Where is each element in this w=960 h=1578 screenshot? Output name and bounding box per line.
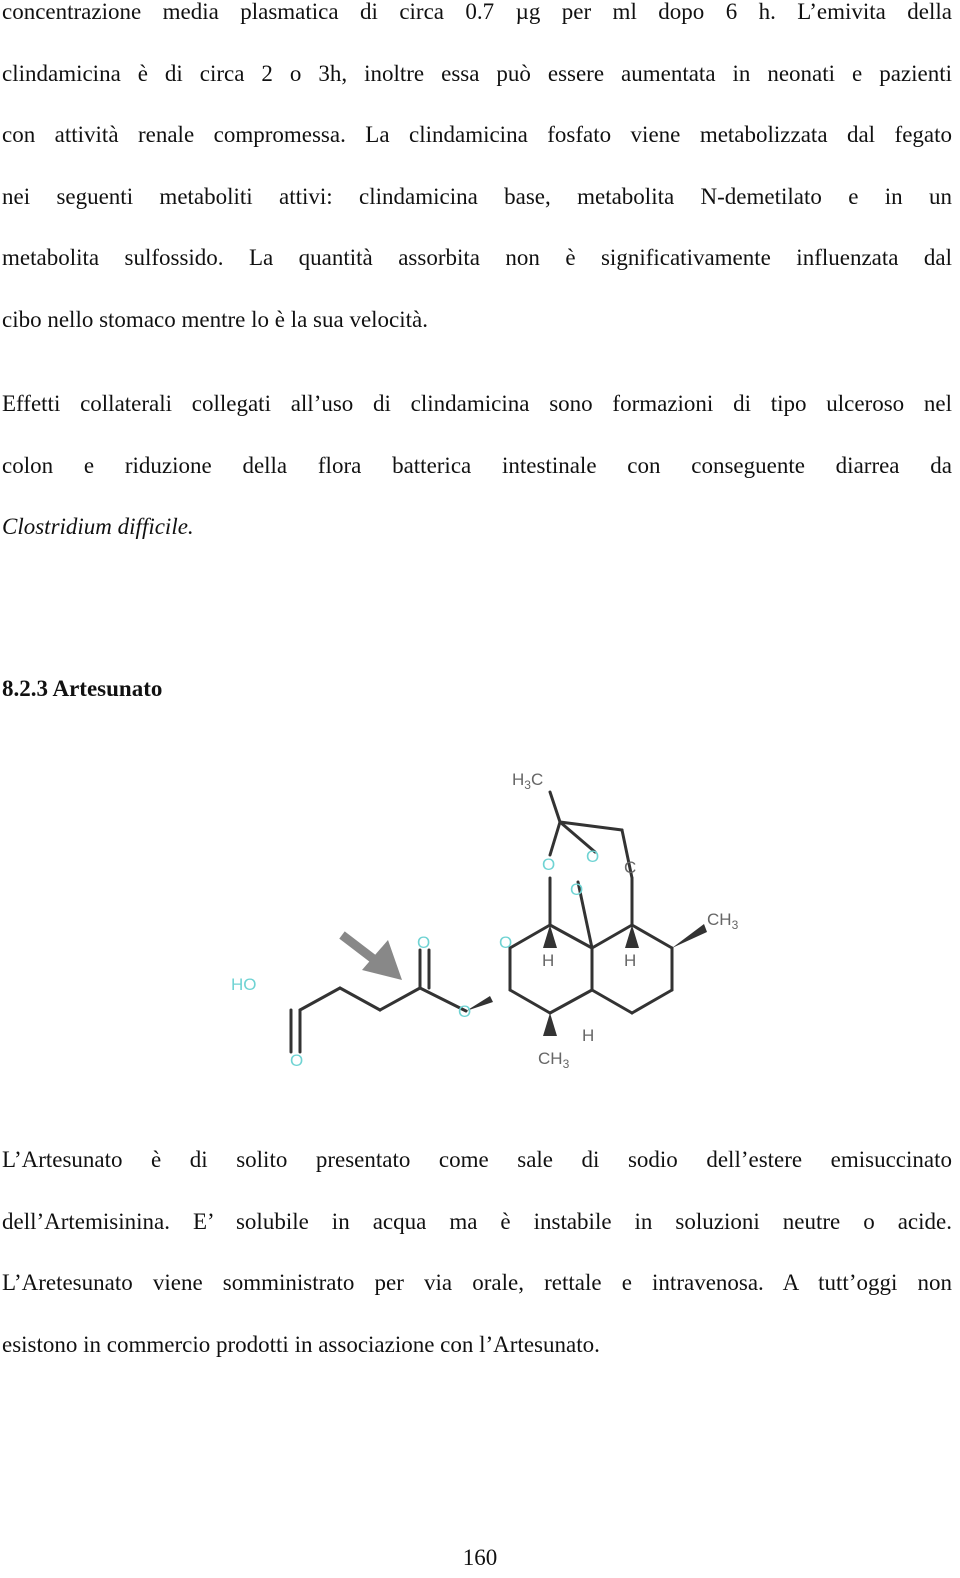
text-line: con attività renale compromessa. La clindamicina fosfato viene metabolizzata dal fegato [2, 122, 952, 147]
text-line: metabolita sulfossido. La quantità assorbita non è significativamente influenzata dal [2, 245, 952, 270]
h3c-label: $H_3C$ [512, 770, 544, 792]
text-line-italic: Clostridium difficile. [2, 514, 194, 539]
paragraph-side-effects [2, 373, 952, 558]
text-line: esistono in commercio prodotti in associazione con l’Artesunato. [2, 1331, 600, 1357]
o-peroxide-low-label: O [570, 880, 584, 899]
text-line: dell’Artemisinina. E’ solubile in acqua ma è instabile in soluzioni neutre o acide. [2, 1208, 952, 1234]
arrow-pointer [342, 935, 402, 980]
section-heading: 8.2.3 Artesunato [2, 676, 163, 701]
ch3-bottom-label: $CH_3$ [538, 1049, 570, 1071]
structure-labels [231, 770, 739, 1071]
o-ester-label: O [458, 1002, 472, 1021]
h-bottom-label: H [582, 1026, 595, 1045]
h-left-label: H [542, 951, 555, 970]
o-peroxide-right-label: O [586, 847, 600, 866]
h-middle-label: H [624, 951, 637, 970]
o-ring-label: O [499, 933, 513, 952]
bonds [291, 792, 672, 1052]
text-line: L’Artesunato è di solito presentato come sale di sodio dell’estere emisuccinato [2, 1147, 952, 1172]
ch3-right-label: $CH_3$ [707, 910, 739, 932]
artesunate-structure-figure [220, 760, 760, 1080]
o-peroxide-left-label: O [542, 855, 556, 874]
page-number: 160 [462, 1545, 498, 1570]
paragraph-clindamicina-pharmacokinetics [2, 0, 952, 350]
o-carbonyl-top-label: O [417, 933, 431, 952]
text-line: colon e riduzione della flora batterica intestinale con conseguente diarrea da [2, 452, 952, 478]
paragraph-artesunato [2, 1129, 952, 1375]
text-line: cibo nello stomaco mentre lo è la sua velocità. [2, 306, 428, 332]
text-line: clindamicina è di circa 2 o 3h, inoltre essa può essere aumentata in neonati e pazienti [2, 60, 952, 86]
ho-label: HO [231, 975, 257, 994]
text-line: Effetti collaterali collegati all’uso di clindamicina sono formazioni di tipo ulceroso nel [2, 391, 952, 416]
text-line: L’Aretesunato viene somministrato per via orale, rettale e intravenosa. A tutt’oggi non [2, 1270, 952, 1295]
c-label: C [624, 858, 637, 877]
artesunate-structure-svg [220, 760, 760, 1080]
text-line: concentrazione media plasmatica di circa 0.7 µg per ml dopo 6 h. L’emivita della [2, 0, 952, 24]
text-line: nei seguenti metaboliti attivi: clindamicina base, metabolita N-demetilato e in un [2, 183, 952, 209]
o-carbonyl-bottom-label: O [290, 1051, 304, 1070]
